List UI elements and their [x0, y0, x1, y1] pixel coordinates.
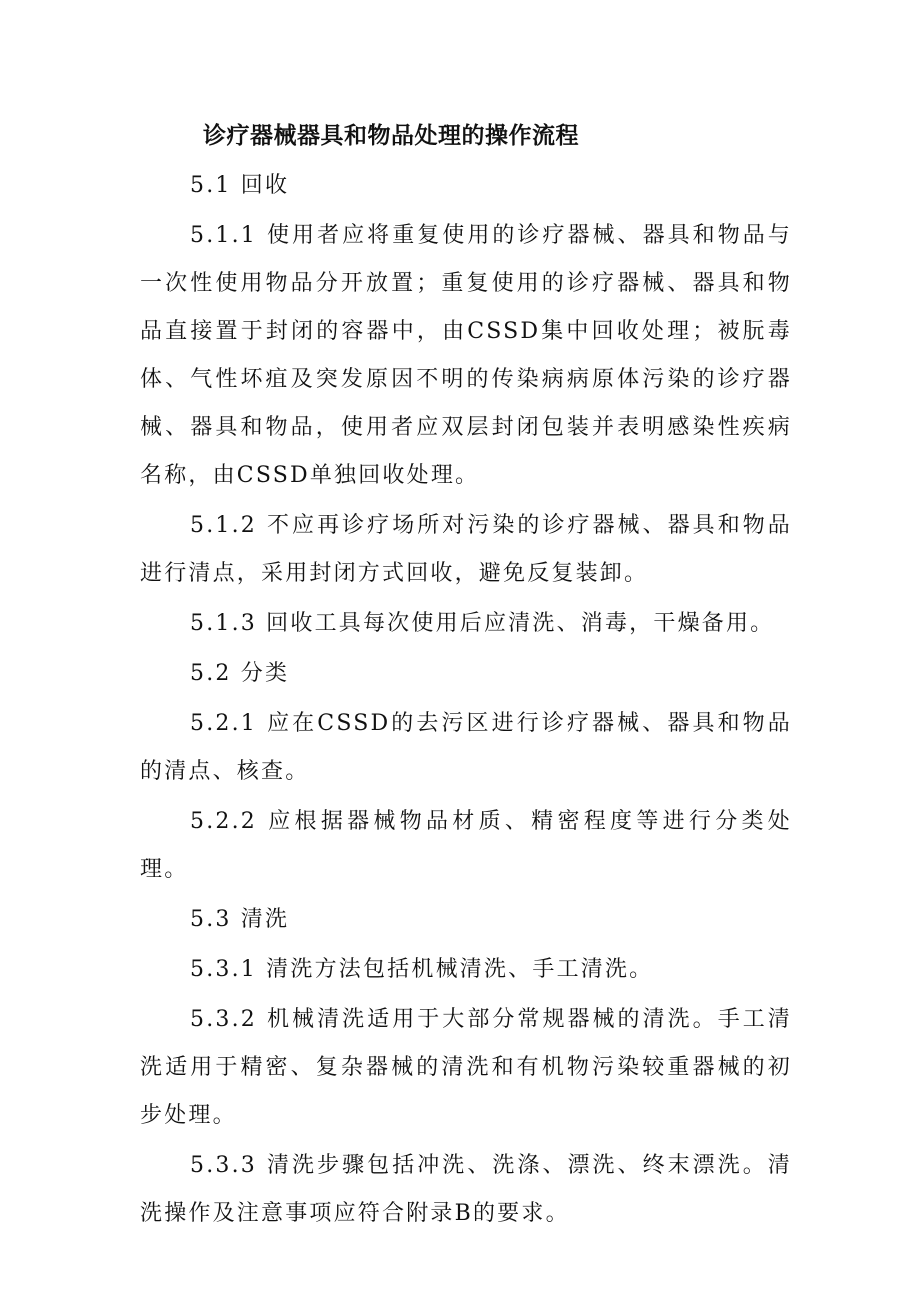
paragraph-5-1-1: 5.1.1 使用者应将重复使用的诊疗器械、器具和物品与一次性使用物品分开放置；重复使用的诊疗器械、器具和物品直接置于封闭的容器中，由CSSD集中回收处理；被朊毒体、气性坏疽及突发原因不明的传染病病原体污染的诊疗器械、器具和物品，使用者应双层封闭包装并表明感染性疾病名称，由CSSD单独回收处理。 — [140, 223, 792, 488]
section-heading-5-3: 5.3 清洗 — [190, 907, 290, 932]
paragraph-5-1-3: 5.1.3 回收工具每次使用后应清洗、消毒，干燥备用。 — [190, 611, 775, 636]
document-body — [140, 162, 792, 1240]
paragraph-5-2-1: 5.2.1 应在CSSD的去污区进行诊疗器械、器具和物品的清点、核查。 — [140, 711, 792, 784]
paragraph-5-3-2: 5.3.2 机械清洗适用于大部分常规器械的清洗。手工清洗适用于精密、复杂器械的清洗和有机物污染较重器械的初步处理。 — [140, 1007, 792, 1128]
paragraph-5-2-2: 5.2.2 应根据器械物品材质、精密程度等进行分类处理。 — [140, 809, 792, 882]
document-title: 诊疗器械器具和物品处理的操作流程 — [203, 123, 579, 149]
section-heading-5-2: 5.2 分类 — [190, 661, 290, 686]
paragraph-5-3-1: 5.3.1 清洗方法包括机械清洗、手工清洗。 — [190, 957, 654, 982]
paragraph-5-1-2: 5.1.2 不应再诊疗场所对污染的诊疗器械、器具和物品进行清点，采用封闭方式回收，避免反复装卸。 — [140, 513, 792, 586]
section-heading-5-1: 5.1 回收 — [190, 173, 290, 198]
paragraph-5-3-3: 5.3.3 清洗步骤包括冲洗、洗涤、漂洗、终末漂洗。清洗操作及注意事项应符合附录B的要求。 — [140, 1153, 792, 1226]
